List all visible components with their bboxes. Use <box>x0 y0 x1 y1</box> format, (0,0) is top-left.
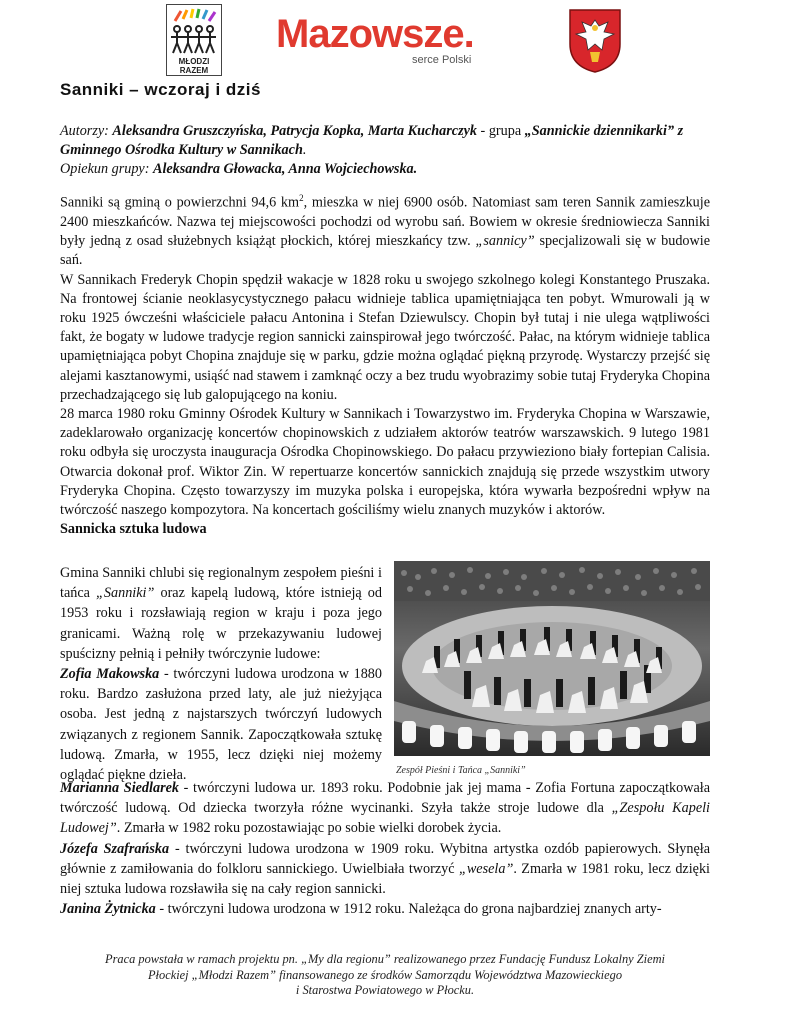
supervisor-label: Opiekun grupy: <box>60 161 150 177</box>
authors-names: Aleksandra Gruszczyńska, Patrycja Kopka, Marta Kucharczyk <box>112 123 477 139</box>
intro-paragraph-3: 28 marca 1980 roku Gminny Ośrodek Kultury w Sannikach i Towarzystwo im. Fryderyka Chopina w Warszawie, zadeklarowało organizację koncertów chopinowskich z udziałem aktorów teatrów warszawskich. 9 lutego 1981 roku odbyła się uroczysta inauguracja Ośrodka Chopinowskiego. Do pałacu przywieziono biały fortepian Calisia. Otwarcia dokonał prof. Wiktor Zin. W repertuarze koncertów sannickich znajdują się przede wszystkim utwory Fryderyka Chopina. Często towarzyszy im muzyka polska i europejska, która wywarła bezpośredni wpływ na twórczość naszego kompozytora. Na koncertach gościliśmy wielu znanych muzyków i aktorów. <box>60 405 710 518</box>
left-column-text <box>60 563 382 785</box>
page-footer <box>60 952 710 999</box>
page-header <box>0 0 788 82</box>
page-title: Sanniki – wczoraj i dziś <box>60 80 261 99</box>
bottom-text <box>60 778 710 919</box>
photo-caption: Zespół Pieśni i Tańca „Sanniki” <box>396 765 526 776</box>
mlodzi-razem-logo <box>166 4 222 76</box>
bottom-paragraph-1: Marianna Siedlarek - twórczyni ludowa ur. 1893 roku. Podobnie jak jej mama - Zofia Fortuna zapoczątkowała twórczość ludową. Od dziecka tworzyła różne wycinanki. Szyła także stroje ludowe dla „Zespołu Kapeli Ludowej”. Zmarła w 1982 roku pozostawiając po sobie wielki dorobek życia. <box>60 780 711 837</box>
column-paragraph-2: Zofia Makowska - twórczyni ludowa urodzona w 1880 roku. Bardzo zasłużona przed laty, ale już nieżyjąca osoba. Jest jedną z najstarszych twórczyń ludowych związanych z regionem Sannik. Zapoczątkowała sztukę ludową. Zmarła, w 1955, lecz dzięki niej możemy oglądać piękne dzieła. <box>60 666 382 784</box>
authors-label: Autorzy: <box>60 123 109 139</box>
authors-mid: - grupa <box>477 123 525 139</box>
plock-crest-icon <box>568 6 622 74</box>
group-name: „Sannickie dziennikarki” z Gminnego Ośrodka Kultury w Sannikach <box>60 123 684 158</box>
authors-block <box>60 122 710 179</box>
column-paragraph-1: Gmina Sanniki chlubi się regionalnym zespołem pieśni i tańca „Sanniki” oraz kapelą ludową, które istnieją od 1953 roku i rozsławiają region w kraju i poza jego granicami. Ważną rolę w przekazywaniu ludowej spuścizny pełnią i pełniły twórczynie ludowe: <box>60 565 382 662</box>
mazowsze-tagline: serce Polski <box>412 54 472 66</box>
mazowsze-logo <box>276 10 516 76</box>
footer-line-2: Płockiej „Młodzi Razem” finansowanego ze środków Samorządu Województwa Mazowieckiego <box>147 967 623 982</box>
intro-paragraph-2: W Sannikach Frederyk Chopin spędził wakacje w 1828 roku u swojego szkolnego kolegi Konstantego Pruszaka. Na frontowej ścianie neoklasycystycznego pałacu widnieje tablica upamiętniająca ten pobyt. Wmurowali ją w roku 1925 ówcześni właściciele pałacu Antonina i Stefan Dziewulscy. Chopin był tutaj i nie ulega wątpliwości fakt, że bogaty w ludowe tradycje region sannicki zainspirował jego twórczość. Pałac, na którym widnieje tablica upamiętniająca pobyt Chopina znajduje się w parku, gdzie można oglądać piękną przyrodę. Wystarczy przejść się alejami kasztanowymi, usiąść nad stawem i zamknąć oczy a bez trudu wyobrazimy sobie tutaj Fryderyka Chopina przechadzającego się lub galopującego na koniu. <box>60 271 710 403</box>
mlodzi-razem-text: MŁODZI RAZEM <box>178 57 210 75</box>
authors-end: . <box>302 142 307 158</box>
footer-line-3: i Starostwa Powiatowego w Płocku. <box>295 983 475 997</box>
footer-line-1: Praca powstała w ramach projektu pn. „My dla regionu” realizowanego przez Fundację Fundusz Lokalny Ziemi <box>105 952 665 966</box>
supervisor-names: Aleksandra Głowacka, Anna Wojciechowska. <box>152 161 418 177</box>
intro-paragraph-1: Sanniki są gminą o powierzchni 94,6 $km^2$, mieszka w niej 6900 osób. Natomiast sam teren Sannik zamieszkuje 2400 mieszkańców. Nazwa tej miejscowości pochodzi od wyrobu sań. Bowiem w okresie średniowiecza Sanniki były jedną z osad służebnych książąt płockich, której mieszkańcy tzw. „sannicy” specjalizowali się w budowie sań. <box>60 193 710 269</box>
mazowsze-wordmark: Mazowsze. <box>276 12 474 56</box>
bottom-paragraph-2: Józefa Szafrańska - twórczyni ludowa urodzona w 1909 roku. Wybitna artystka ozdób papierowych. Słynęła głównie z zamiłowania do folkloru sannickiego. Uwielbiała tworzyć „wesela”. Zmarła w 1981 roku, lecz dzięki niej sztuka ludowa rozsławiła się na cały region sannicki. <box>60 840 710 898</box>
section-heading: Sannicka sztuka ludowa <box>60 521 207 538</box>
intro-text <box>60 189 710 539</box>
bottom-paragraph-3: Janina Żytnicka - twórczyni ludowa urodzona w 1912 roku. Należąca do grona najbardziej znanych arty- <box>60 901 662 918</box>
folk-ensemble-photo <box>394 561 710 756</box>
